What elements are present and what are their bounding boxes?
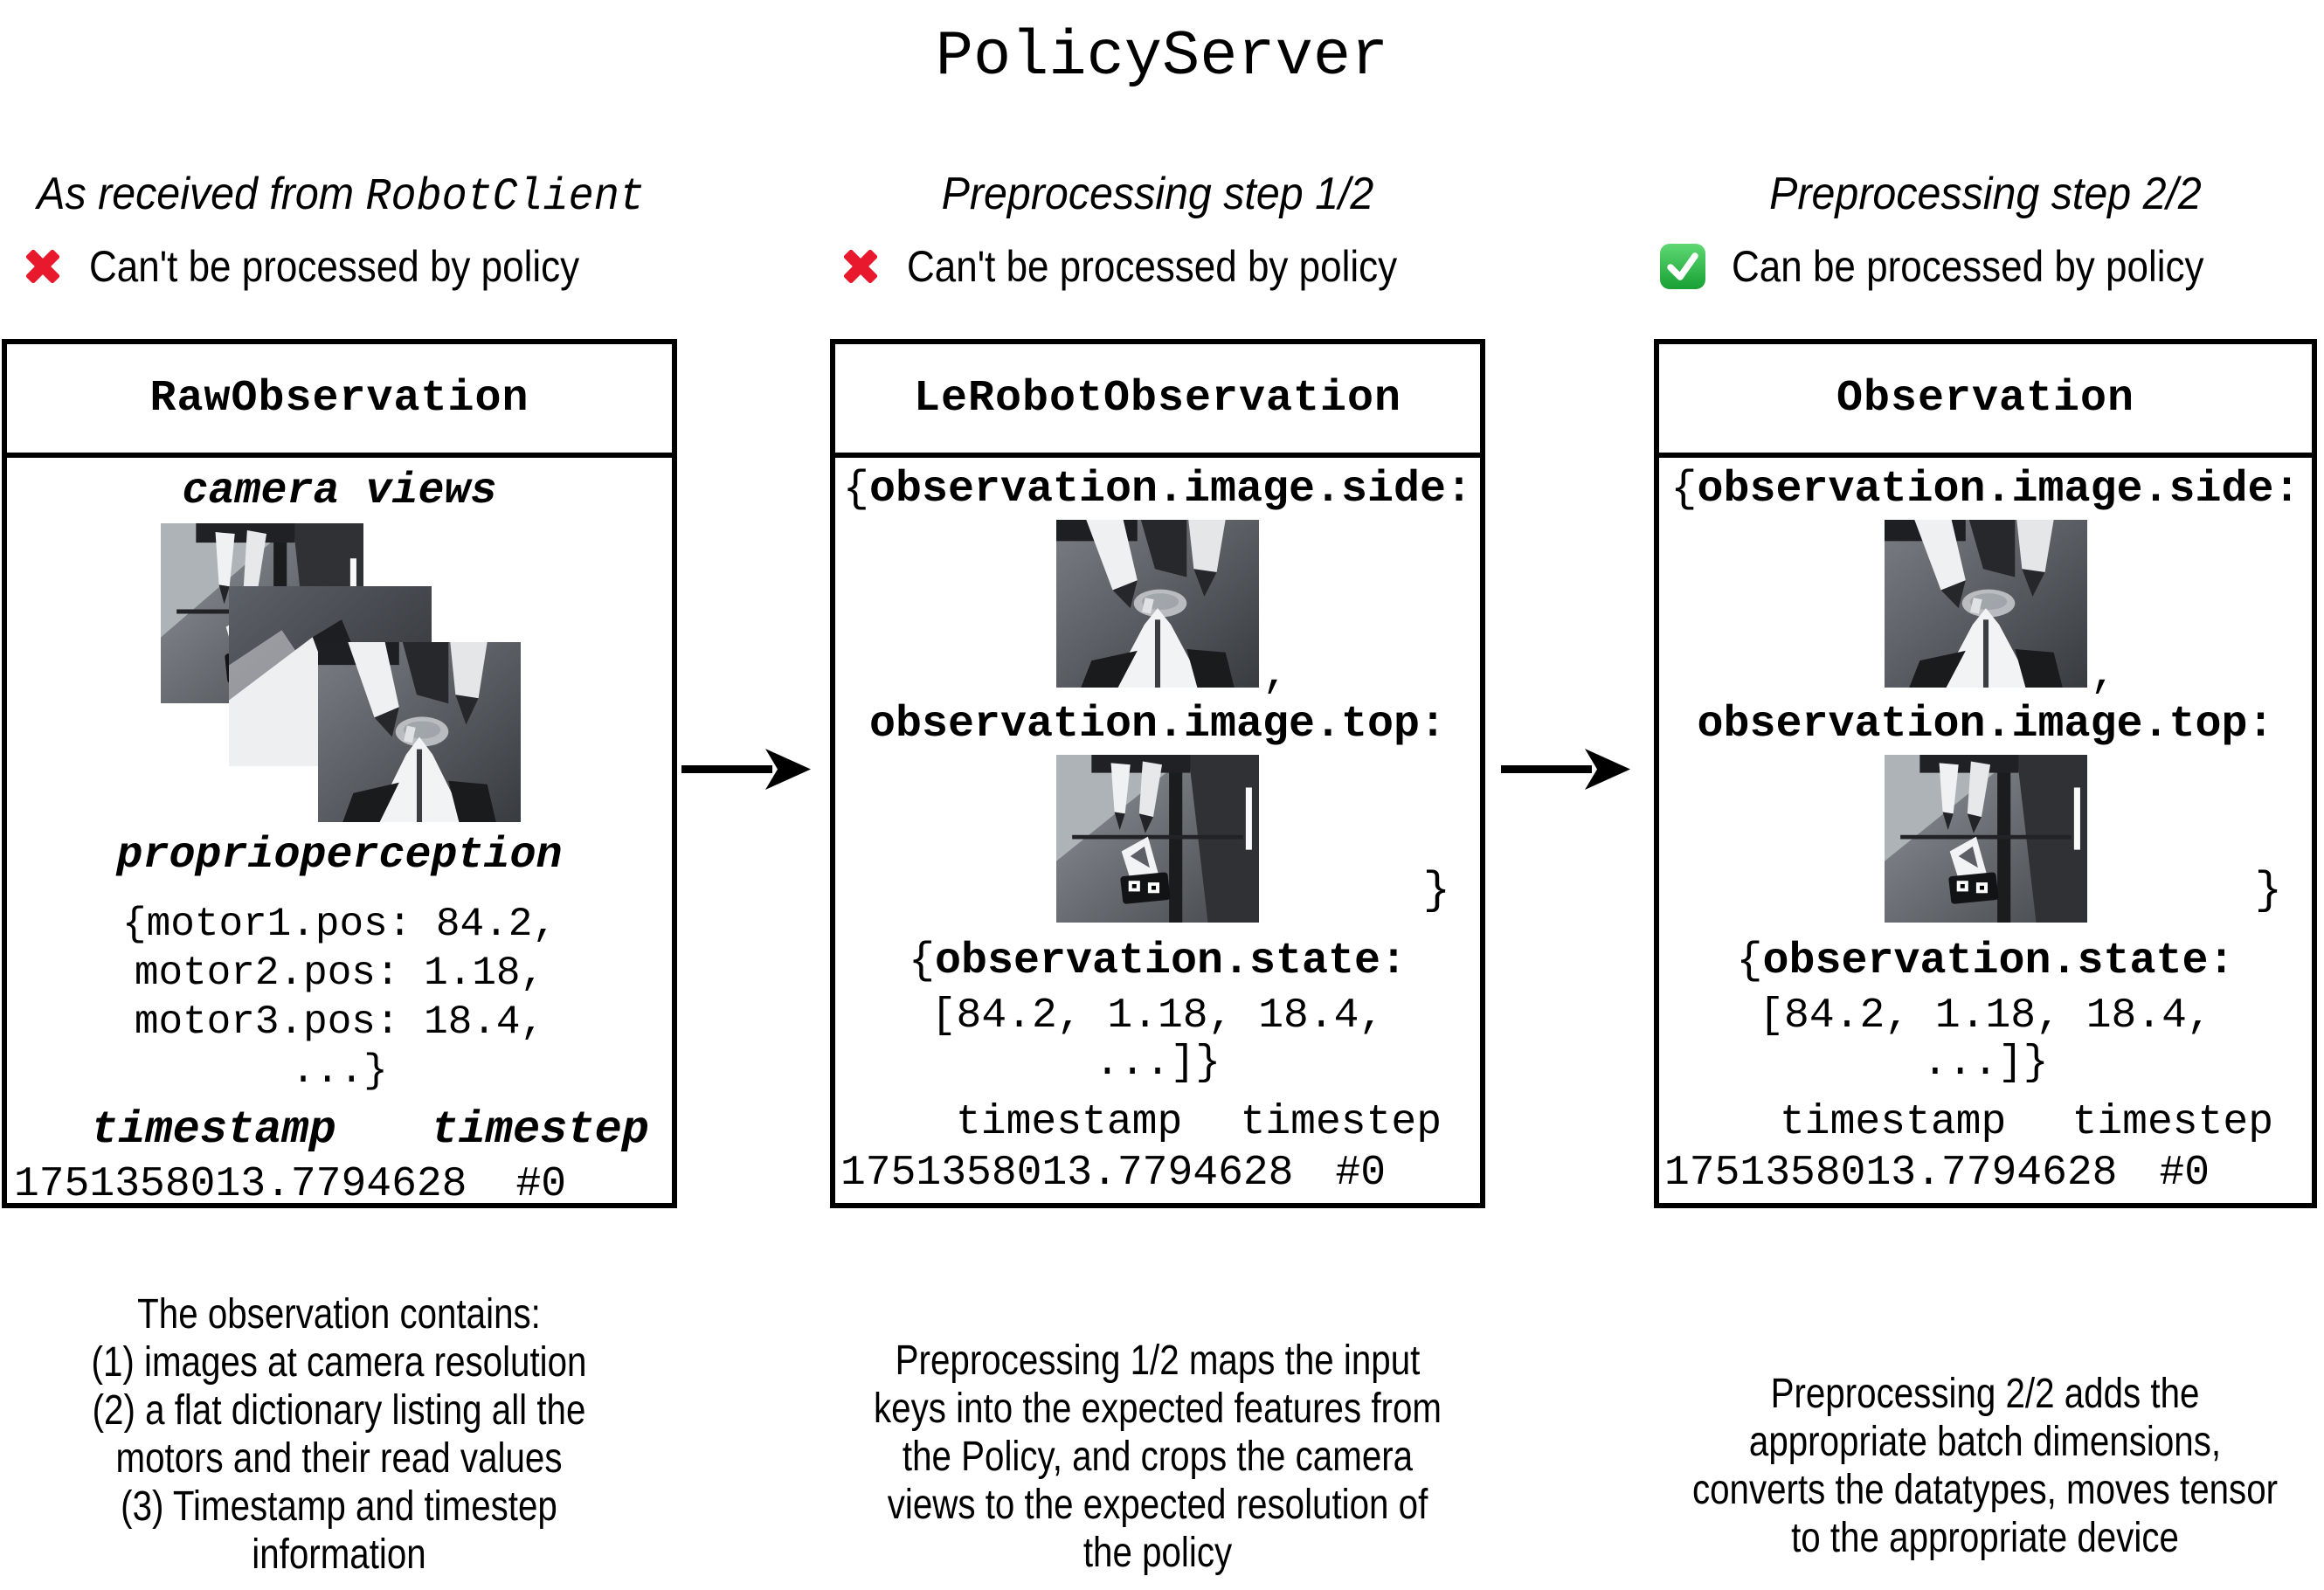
time-values-row bbox=[7, 1160, 566, 1209]
camera-views-cascade bbox=[161, 523, 521, 822]
header-step1-label: Preprocessing step 1/2 bbox=[941, 169, 1374, 219]
image-side-comma: , bbox=[1262, 650, 1290, 700]
caption-line: keys into the expected features from bbox=[874, 1386, 1442, 1432]
caption-line: information bbox=[252, 1531, 426, 1578]
image-side-entry bbox=[1670, 465, 2300, 515]
image-top-entry bbox=[1697, 700, 2273, 750]
header-code-robotclient: RobotClient bbox=[365, 171, 645, 223]
state-values-line: ...]} bbox=[1922, 1040, 2049, 1087]
timestep-label: timestep bbox=[1240, 1099, 1442, 1146]
image-side-key: observation.image.side: bbox=[868, 465, 1473, 515]
motor-dict-line: motor2.pos: 1.18, bbox=[134, 951, 545, 996]
page-title: PolicyServer bbox=[935, 21, 1389, 93]
status-label: Can't be processed by policy bbox=[89, 242, 580, 291]
status-row-step1 bbox=[840, 241, 1464, 292]
timestamp-label: timestamp bbox=[91, 1104, 336, 1156]
state-key: observation.state: bbox=[934, 937, 1408, 986]
image-side-key: observation.image.side: bbox=[1697, 465, 2300, 515]
timestamp-value: 1751358013.7794628 bbox=[14, 1161, 467, 1208]
time-labels-row bbox=[7, 1103, 672, 1158]
time-values-row bbox=[1659, 1149, 2210, 1198]
caption-preprocessing-1 bbox=[827, 1337, 1488, 1577]
caption-line: the policy bbox=[1082, 1530, 1233, 1576]
camera-photo-top-view bbox=[1885, 755, 2087, 923]
state-key: observation.state: bbox=[1762, 937, 2235, 986]
state-open-brace: { bbox=[908, 937, 935, 986]
state-values-line: ...]} bbox=[1094, 1040, 1221, 1087]
camera-photo-side-view bbox=[1885, 520, 2087, 688]
image-top-row bbox=[835, 755, 1480, 923]
timestep-value: #0 bbox=[515, 1161, 567, 1208]
time-labels-row bbox=[1659, 1098, 2312, 1147]
box-title: RawObservation bbox=[7, 344, 672, 458]
caption-preprocessing-2 bbox=[1655, 1370, 2315, 1562]
image-side-entry bbox=[843, 465, 1472, 515]
caption-line: (1) images at camera resolution bbox=[91, 1339, 587, 1386]
box-body bbox=[1659, 458, 2312, 1198]
timestamp-value: 1751358013.7794628 bbox=[1664, 1150, 2118, 1197]
caption-line: appropriate batch dimensions, bbox=[1748, 1419, 2222, 1465]
image-top-key: observation.image.top: bbox=[868, 700, 1447, 750]
header-step2-label: Preprocessing step 2/2 bbox=[1769, 169, 2202, 219]
image-side-row bbox=[835, 520, 1480, 700]
observation-box bbox=[1654, 339, 2317, 1208]
caption-line: (3) Timestamp and timestep bbox=[121, 1483, 557, 1530]
motor-dict-line: motor3.pos: 18.4, bbox=[134, 999, 545, 1045]
caption-line: (2) a flat dictionary listing all the bbox=[92, 1387, 586, 1434]
close-brace: } bbox=[1422, 865, 1450, 916]
caption-line: The observation contains: bbox=[137, 1291, 541, 1338]
status-row-raw bbox=[23, 241, 647, 292]
header-prefix: As received from bbox=[37, 169, 366, 219]
status-row-step2 bbox=[1660, 241, 2268, 292]
right-arrow-icon bbox=[681, 747, 813, 792]
state-entry bbox=[1736, 937, 2234, 986]
timestep-value: #0 bbox=[1335, 1150, 1387, 1197]
image-side-comma: , bbox=[2090, 650, 2117, 700]
right-arrow-icon bbox=[1501, 747, 1632, 792]
cross-icon bbox=[840, 246, 881, 287]
camera-photo-side-view bbox=[1056, 520, 1259, 688]
timestamp-label: timestamp bbox=[956, 1099, 1183, 1146]
image-top-row bbox=[1659, 755, 2312, 923]
raw-observation-box bbox=[2, 339, 677, 1208]
box-title: Observation bbox=[1659, 344, 2312, 458]
close-brace: } bbox=[2254, 865, 2282, 916]
lerobot-observation-box bbox=[830, 339, 1485, 1208]
timestep-value: #0 bbox=[2159, 1150, 2210, 1197]
motor-dict-line: {motor1.pos: 84.2, bbox=[122, 902, 557, 947]
state-values-line: [84.2, 1.18, 18.4, bbox=[930, 992, 1385, 1040]
state-entry bbox=[909, 937, 1407, 986]
image-side-row bbox=[1659, 520, 2312, 700]
timestep-label: timestep bbox=[2072, 1099, 2273, 1146]
camera-photo-top-view bbox=[1056, 755, 1259, 923]
caption-line: converts the datatypes, moves tensor bbox=[1691, 1467, 2279, 1513]
camera-views-label: camera views bbox=[182, 467, 497, 516]
caption-line: to the appropriate device bbox=[1791, 1515, 2179, 1561]
status-label: Can't be processed by policy bbox=[907, 242, 1398, 291]
proprioperception-label: proprioperception bbox=[116, 831, 563, 881]
timestep-label: timestep bbox=[431, 1104, 649, 1156]
box-body bbox=[7, 458, 672, 1209]
image-top-entry bbox=[869, 700, 1446, 750]
time-labels-row bbox=[835, 1098, 1480, 1147]
image-top-key: observation.image.top: bbox=[1697, 700, 2274, 750]
status-label: Can be processed by policy bbox=[1732, 242, 2204, 291]
cross-icon bbox=[23, 246, 63, 287]
check-icon bbox=[1660, 244, 1705, 289]
state-values-line: [84.2, 1.18, 18.4, bbox=[1759, 992, 2212, 1040]
timestamp-label: timestamp bbox=[1780, 1099, 2007, 1146]
timestamp-value: 1751358013.7794628 bbox=[840, 1150, 1294, 1197]
box-title: LeRobotObservation bbox=[835, 344, 1480, 458]
camera-photo-side-view bbox=[318, 642, 521, 822]
open-brace: { bbox=[842, 465, 869, 515]
caption-line: Preprocessing 1/2 maps the input bbox=[895, 1338, 1421, 1384]
caption-raw-observation bbox=[9, 1290, 669, 1579]
box-body bbox=[835, 458, 1480, 1198]
motor-dict-line: ...} bbox=[291, 1048, 388, 1094]
column-header-step2 bbox=[1670, 168, 2300, 225]
caption-line: the Policy, and crops the camera bbox=[902, 1434, 1414, 1480]
time-values-row bbox=[835, 1149, 1386, 1198]
column-header-step1 bbox=[845, 168, 1470, 225]
open-brace: { bbox=[1670, 465, 1698, 515]
caption-line: motors and their read values bbox=[115, 1435, 563, 1482]
caption-line: views to the expected resolution of bbox=[887, 1482, 1428, 1528]
caption-line: Preprocessing 2/2 adds the bbox=[1770, 1371, 2200, 1417]
column-header-raw bbox=[24, 168, 657, 225]
state-open-brace: { bbox=[1736, 937, 1763, 986]
